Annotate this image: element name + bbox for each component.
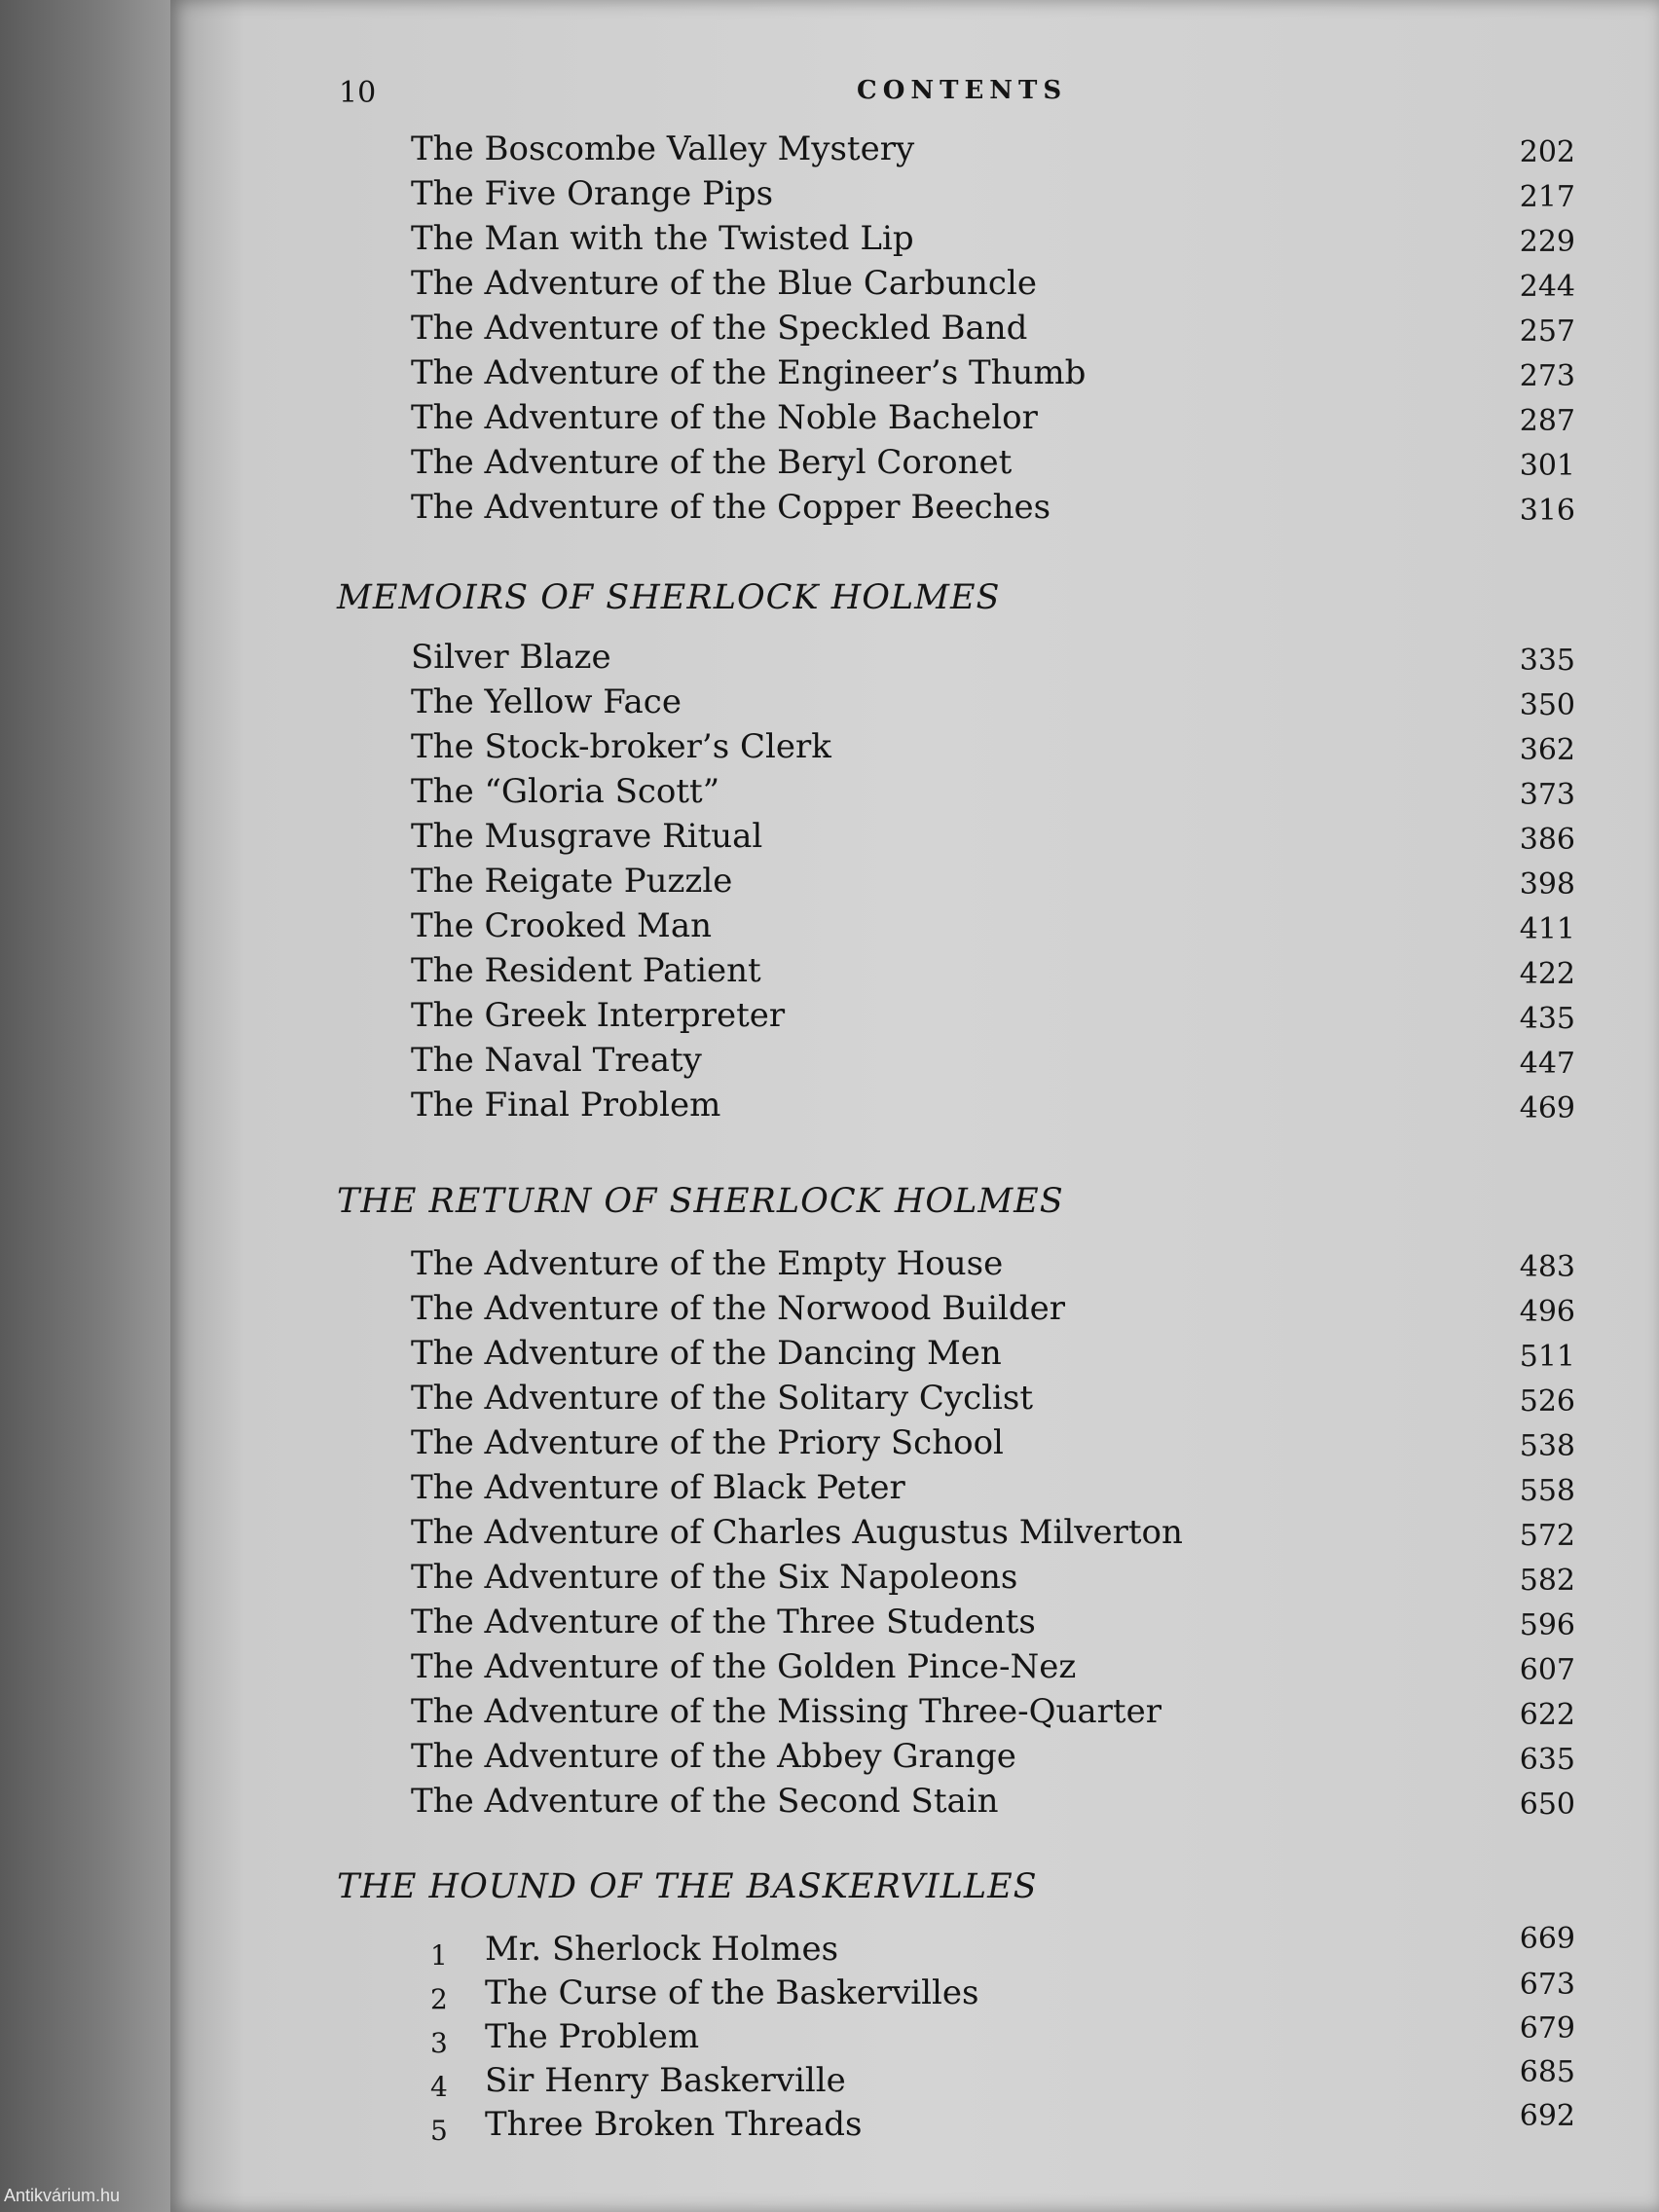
entry-page: 572: [1519, 1519, 1575, 1553]
toc-entry: [0, 996, 1659, 1041]
entry-title: The “Gloria Scott”: [411, 772, 720, 811]
entry-page: 526: [1519, 1384, 1575, 1419]
chapter-number: 1: [430, 1939, 448, 1972]
entry-page: 447: [1519, 1047, 1575, 1081]
entry-title: The Greek Interpreter: [411, 996, 786, 1035]
toc-entry: [0, 1647, 1659, 1692]
entry-page: 350: [1519, 688, 1575, 722]
toc-entry: [0, 1244, 1659, 1289]
toc-entry: [0, 772, 1659, 817]
entry-page: 244: [1519, 270, 1575, 304]
toc-entry: [0, 353, 1659, 398]
entry-title: The Adventure of the Norwood Builder: [411, 1289, 1065, 1328]
section-heading-memoirs: MEMOIRS OF SHERLOCK HOLMES: [337, 578, 1001, 617]
entry-title: The Adventure of the Noble Bachelor: [411, 398, 1038, 437]
entry-page: 217: [1519, 180, 1575, 214]
toc-entry: [0, 129, 1659, 174]
entry-title: The Adventure of the Abbey Grange: [411, 1737, 1016, 1776]
entry-page: 650: [1519, 1788, 1575, 1822]
entry-page: 582: [1519, 1564, 1575, 1598]
toc-entry: [0, 1692, 1659, 1737]
entry-title: The Adventure of the Second Stain: [411, 1782, 999, 1821]
entry-page: 483: [1519, 1250, 1575, 1284]
entry-title: The Adventure of the Three Students: [411, 1603, 1036, 1641]
toc-entry: [0, 1423, 1659, 1468]
entry-title: The Adventure of the Missing Three-Quarter: [411, 1692, 1161, 1731]
toc-entry: [0, 1086, 1659, 1130]
toc-entry: [0, 1041, 1659, 1086]
toc-entry: [0, 862, 1659, 906]
entry-page: 362: [1519, 733, 1575, 767]
toc-entry: [0, 1782, 1659, 1826]
toc-entry: [0, 1968, 1659, 2018]
watermark-text: Antikvárium.hu: [4, 2186, 121, 2205]
toc-entry: [0, 1737, 1659, 1782]
entry-title: The Adventure of the Engineer’s Thumb: [411, 353, 1087, 392]
entry-title: The Crooked Man: [411, 906, 712, 945]
toc-entry: [0, 817, 1659, 862]
entry-page: 622: [1519, 1698, 1575, 1732]
page-number: 10: [339, 76, 377, 110]
entry-title: The Adventure of the Solitary Cyclist: [411, 1379, 1033, 1418]
toc-entry: [0, 906, 1659, 951]
toc-entry: [0, 309, 1659, 353]
toc-entry: [0, 951, 1659, 996]
chapter-number: 3: [430, 2027, 448, 2059]
toc-entry: [0, 174, 1659, 219]
toc-entry: [0, 1513, 1659, 1558]
entry-title: The Stock-broker’s Clerk: [411, 727, 831, 766]
entry-title: The Naval Treaty: [411, 1041, 702, 1080]
toc-entry: [0, 2099, 1659, 2150]
entry-page: 635: [1519, 1743, 1575, 1777]
entry-title: The Yellow Face: [411, 682, 682, 721]
chapter-number: 5: [430, 2115, 448, 2147]
entry-title: The Adventure of the Beryl Coronet: [411, 443, 1013, 482]
entry-title: The Boscombe Valley Mystery: [411, 129, 915, 168]
chapter-number: 4: [430, 2071, 448, 2103]
chapter-number: 2: [430, 1983, 448, 2015]
entry-title: The Resident Patient: [411, 951, 761, 990]
section-heading-hound: THE HOUND OF THE BASKERVILLES: [337, 1867, 1038, 1906]
entry-page: 511: [1519, 1340, 1575, 1374]
toc-entry: [0, 1603, 1659, 1647]
entry-page: 669: [1519, 1922, 1575, 1956]
entry-title: The Final Problem: [411, 1086, 721, 1124]
entry-page: 596: [1519, 1608, 1575, 1642]
entry-title: Silver Blaze: [411, 638, 611, 677]
section-heading-return: THE RETURN OF SHERLOCK HOLMES: [337, 1182, 1064, 1221]
entry-title: The Adventure of the Copper Beeches: [411, 488, 1051, 527]
toc-entry: [0, 727, 1659, 772]
entry-page: 287: [1519, 404, 1575, 438]
entry-title: The Adventure of the Blue Carbuncle: [411, 264, 1037, 303]
entry-title: The Adventure of the Golden Pince-Nez: [411, 1647, 1077, 1686]
entry-page: 538: [1519, 1429, 1575, 1463]
toc-entry: [0, 638, 1659, 682]
entry-title: The Five Orange Pips: [411, 174, 774, 213]
toc-entry: [0, 1558, 1659, 1603]
entry-title: The Adventure of Black Peter: [411, 1468, 905, 1507]
entry-title: The Adventure of Charles Augustus Milverton: [411, 1513, 1183, 1552]
entry-title: The Reigate Puzzle: [411, 862, 733, 901]
toc-entry: [0, 488, 1659, 533]
entry-title: Mr. Sherlock Holmes: [485, 1930, 839, 1969]
toc-entry: [0, 2055, 1659, 2106]
entry-title: The Man with the Twisted Lip: [411, 219, 914, 258]
entry-page: 496: [1519, 1295, 1575, 1329]
entry-title: Sir Henry Baskerville: [485, 2061, 846, 2100]
entry-page: 257: [1519, 314, 1575, 349]
entry-page: 202: [1519, 135, 1575, 169]
entry-title: The Musgrave Ritual: [411, 817, 763, 856]
toc-entry: [0, 398, 1659, 443]
entry-page: 373: [1519, 778, 1575, 812]
toc-entry: [0, 1334, 1659, 1379]
entry-page: 607: [1519, 1653, 1575, 1687]
entry-page: 301: [1519, 449, 1575, 483]
entry-page: 386: [1519, 823, 1575, 857]
entry-page: 685: [1519, 2055, 1575, 2089]
entry-page: 692: [1519, 2099, 1575, 2133]
toc-entry: [0, 443, 1659, 488]
entry-title: The Curse of the Baskervilles: [485, 1973, 979, 2012]
toc-entry: [0, 264, 1659, 309]
entry-title: Three Broken Threads: [485, 2105, 863, 2144]
entry-page: 435: [1519, 1002, 1575, 1036]
entry-page: 679: [1519, 2011, 1575, 2046]
entry-page: 316: [1519, 494, 1575, 528]
entry-title: The Adventure of the Dancing Men: [411, 1334, 1002, 1373]
toc-entry: [0, 682, 1659, 727]
toc-entry: [0, 1289, 1659, 1334]
entry-page: 558: [1519, 1474, 1575, 1508]
toc-entry: [0, 1922, 1659, 1974]
entry-page: 273: [1519, 359, 1575, 393]
entry-page: 411: [1519, 912, 1575, 946]
entry-page: 422: [1519, 957, 1575, 991]
toc-entry: [0, 219, 1659, 264]
entry-page: 229: [1519, 225, 1575, 259]
entry-page: 469: [1519, 1091, 1575, 1125]
entry-title: The Adventure of the Speckled Band: [411, 309, 1028, 348]
page-title: CONTENTS: [857, 76, 1068, 105]
toc-entry: [0, 1468, 1659, 1513]
entry-page: 398: [1519, 867, 1575, 902]
entry-title: The Adventure of the Empty House: [411, 1244, 1004, 1283]
entry-page: 673: [1519, 1968, 1575, 2002]
toc-entry: [0, 1379, 1659, 1423]
entry-page: 335: [1519, 644, 1575, 678]
entry-title: The Problem: [485, 2017, 700, 2056]
toc-entry: [0, 2011, 1659, 2062]
entry-title: The Adventure of the Priory School: [411, 1423, 1004, 1462]
entry-title: The Adventure of the Six Napoleons: [411, 1558, 1018, 1597]
